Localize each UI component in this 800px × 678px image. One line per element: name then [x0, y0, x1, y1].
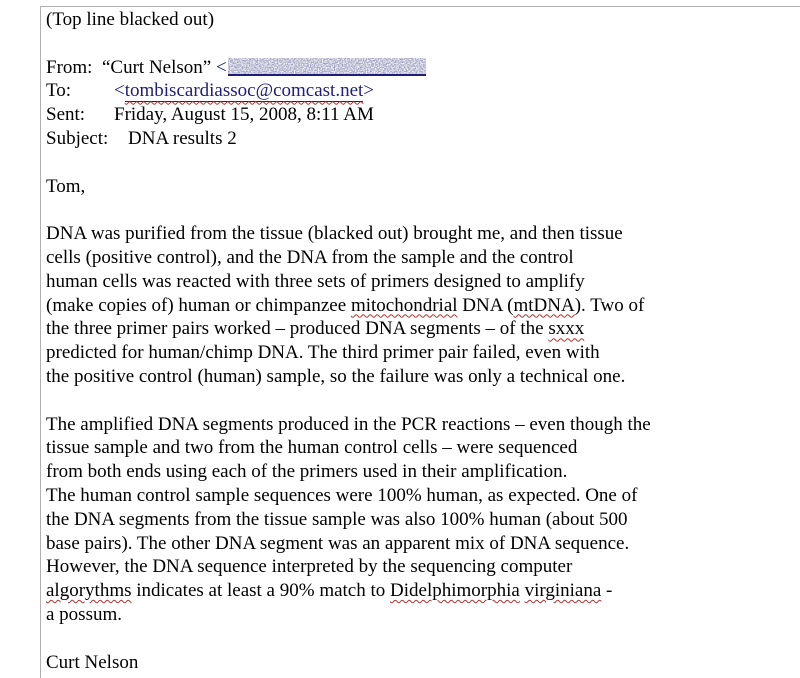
body-line	[46, 484, 766, 508]
redacted-from-email	[228, 58, 426, 76]
text-run: DNA was purified from the tissue (blacked out) brought me, and then tissue	[46, 223, 623, 245]
body-line	[46, 413, 766, 437]
spacer	[46, 151, 766, 175]
misspelled-word: Didelphimorphia	[390, 580, 520, 602]
paragraph-1	[46, 222, 766, 389]
body-line	[46, 365, 766, 389]
header-sent-row	[46, 103, 766, 127]
text-run: base pairs). The other DNA segment was an apparent mix of DNA sequence.	[46, 532, 630, 554]
text-run: DNA (	[457, 294, 514, 316]
body-line	[46, 532, 766, 556]
text-run: (make copies of) human or chimpanzee	[46, 294, 351, 316]
body-line	[46, 508, 766, 532]
redaction-note: (Top line blacked out)	[46, 9, 215, 30]
text-run: Curt Nelson	[46, 651, 139, 673]
body-line	[46, 436, 766, 460]
misspelled-word: mtDNA	[513, 294, 575, 316]
text-run: cells (positive control), and the DNA from the sample and the control	[46, 246, 574, 268]
signature	[46, 651, 766, 675]
text-run: human cells was reacted with three sets of primers designed to amplify	[46, 270, 585, 292]
from-name: “Curt Nelson”	[102, 56, 212, 78]
spacer	[46, 32, 766, 56]
text-run: The amplified DNA segments produced in the PCR reactions – even though the	[46, 413, 651, 435]
header-to-row	[46, 79, 766, 103]
frame-left-rule	[40, 6, 41, 678]
text-run: from both ends using each of the primers used in their amplification.	[46, 461, 568, 483]
subject-label: Subject:	[46, 127, 109, 149]
from-open-bracket: <	[215, 56, 227, 78]
to-close-bracket: >	[363, 80, 375, 102]
body-line	[46, 246, 766, 270]
body-line	[46, 555, 766, 579]
text-run: the positive control (human) sample, so the failure was only a technical one.	[46, 365, 626, 387]
body-line	[46, 317, 766, 341]
body-line	[46, 579, 766, 603]
to-email-link[interactable]: tombiscardiassoc@comcast.net	[124, 80, 364, 102]
body-line	[46, 603, 766, 627]
text-run: However, the DNA sequence interpreted by the sequencing computer	[46, 556, 573, 578]
paragraph-2	[46, 413, 766, 627]
body-line	[46, 460, 766, 484]
misspelled-word: sxxx	[548, 318, 585, 340]
header-subject-row	[46, 127, 766, 151]
body-line	[46, 270, 766, 294]
sent-label: Sent:	[46, 104, 86, 126]
frame-top-rule	[40, 6, 800, 7]
misspelled-word: algorythms	[46, 580, 132, 602]
text-run: indicates at least a 90% match to	[131, 580, 391, 602]
redaction-noise-graphic	[228, 58, 426, 74]
body-line	[46, 294, 766, 318]
text-run: predicted for human/chimp DNA. The third primer pair failed, even with	[46, 342, 600, 364]
text-run: a possum.	[46, 603, 122, 625]
header-from-row	[46, 56, 766, 80]
sent-value: Friday, August 15, 2008, 8:11 AM	[114, 104, 374, 126]
body-line	[46, 222, 766, 246]
salutation	[46, 175, 766, 199]
body-line	[46, 175, 766, 199]
body-line	[46, 341, 766, 365]
text-run: -	[601, 580, 613, 602]
email-content	[46, 8, 766, 674]
text-run: the three primer pairs worked – produced DNA segments – of the	[46, 318, 549, 340]
body-line	[46, 651, 766, 675]
text-run: ). Two of	[574, 294, 645, 316]
text-run: Tom,	[46, 175, 86, 197]
to-open-bracket: <	[114, 80, 125, 102]
misspelled-word: virginiana	[524, 580, 602, 602]
text-run: tissue sample and two from the human control cells – were sequenced	[46, 437, 578, 459]
to-label: To:	[46, 80, 72, 102]
text-run: The human control sample sequences were 100% human, as expected. One of	[46, 484, 638, 506]
text-run: the DNA segments from the tissue sample was also 100% human (about 500	[46, 508, 628, 530]
misspelled-word: mitochondrial	[350, 294, 458, 316]
subject-value: DNA results 2	[128, 127, 237, 149]
email-body	[46, 175, 766, 675]
from-label: From:	[46, 56, 93, 78]
